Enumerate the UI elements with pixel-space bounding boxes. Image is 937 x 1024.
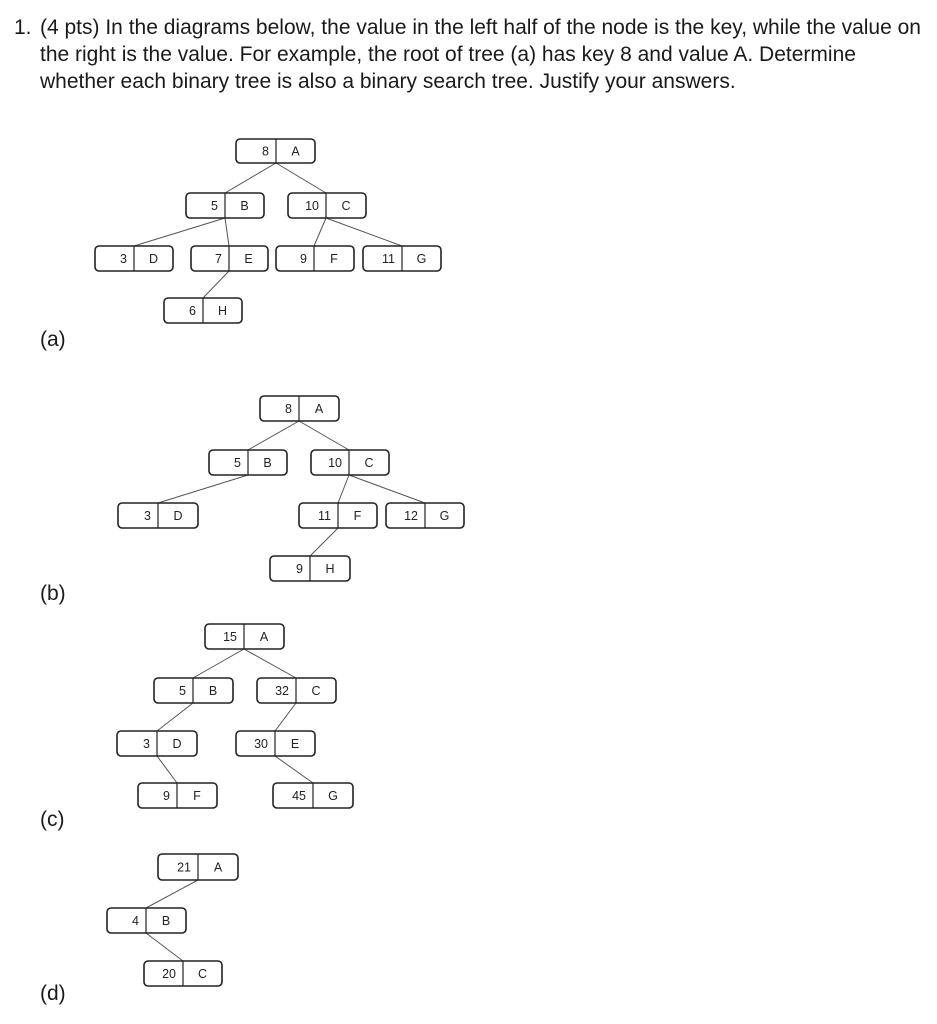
node-key: 10 bbox=[305, 199, 319, 213]
tree-node bbox=[205, 624, 284, 649]
tree-node bbox=[191, 246, 268, 271]
node-key: 5 bbox=[179, 684, 186, 698]
node-value: F bbox=[353, 509, 362, 523]
tree-node bbox=[186, 193, 264, 218]
node-key: 8 bbox=[262, 144, 269, 159]
tree-label-a: (a) bbox=[40, 328, 66, 351]
tree-edge bbox=[276, 163, 326, 193]
node-key: 8 bbox=[285, 402, 292, 416]
question-body: (4 pts) In the diagrams below, the value in the left half of the node is the key, while the value on the right is the value. For example, the root of tree (a) has key 8 and value A. Determine whether each binary tree is also a binary search tree. Justify your answers. bbox=[40, 16, 921, 93]
node-key: 5 bbox=[234, 456, 241, 470]
tree-node bbox=[118, 503, 198, 528]
node-key: 3 bbox=[144, 509, 151, 523]
tree-node bbox=[209, 450, 287, 475]
node-key: 3 bbox=[143, 737, 150, 751]
node-value: C bbox=[311, 684, 321, 698]
node-key: 9 bbox=[300, 252, 307, 266]
node-key: 5 bbox=[211, 199, 218, 213]
node-key: 11 bbox=[318, 509, 331, 523]
tree-edge bbox=[299, 421, 349, 450]
node-value: B bbox=[161, 914, 171, 928]
node-value: A bbox=[213, 860, 223, 875]
tree-edge bbox=[134, 218, 225, 246]
node-value: B bbox=[208, 684, 218, 698]
node-key: 4 bbox=[132, 914, 139, 928]
tree-node bbox=[158, 854, 238, 880]
tree-edge bbox=[146, 933, 183, 961]
node-key: 30 bbox=[254, 737, 268, 751]
node-value: C bbox=[341, 199, 351, 213]
node-value: H bbox=[325, 562, 335, 576]
node-key: 9 bbox=[163, 789, 170, 803]
node-box bbox=[311, 450, 389, 475]
node-key: 7 bbox=[215, 252, 222, 266]
node-value: C bbox=[364, 456, 374, 470]
tree-label-d: (d) bbox=[40, 982, 66, 1005]
tree-edge bbox=[275, 756, 313, 783]
question-number: 1. bbox=[14, 16, 32, 39]
tree-edge bbox=[248, 421, 299, 450]
tree-node bbox=[363, 246, 441, 271]
node-value: D bbox=[148, 252, 159, 266]
node-key: 12 bbox=[404, 509, 418, 523]
tree-node bbox=[95, 246, 173, 271]
tree-node bbox=[260, 396, 339, 421]
node-key: 21 bbox=[177, 860, 191, 875]
tree-node bbox=[138, 783, 217, 808]
tree-edge bbox=[310, 528, 338, 556]
tree-label-b: (b) bbox=[40, 582, 66, 605]
tree-node bbox=[257, 678, 336, 703]
node-value: A bbox=[259, 630, 269, 644]
tree-edge bbox=[203, 271, 229, 298]
node-value: A bbox=[314, 402, 324, 416]
tree-edge bbox=[314, 218, 326, 246]
tree-node bbox=[154, 678, 233, 703]
tree-edge bbox=[225, 163, 276, 193]
tree-edge bbox=[158, 475, 248, 503]
node-key: 6 bbox=[189, 304, 196, 318]
tree-edge bbox=[146, 880, 198, 908]
tree-node bbox=[270, 556, 350, 581]
tree-c bbox=[117, 624, 353, 808]
tree-node bbox=[386, 503, 464, 528]
tree-edge bbox=[244, 649, 296, 678]
tree-edge bbox=[157, 756, 177, 783]
node-value: G bbox=[328, 789, 338, 803]
node-value: E bbox=[244, 252, 253, 266]
node-value: G bbox=[439, 509, 450, 523]
node-key: 45 bbox=[292, 789, 306, 803]
node-key: 20 bbox=[162, 967, 176, 981]
tree-label-c: (c) bbox=[40, 808, 65, 831]
tree-node bbox=[236, 731, 315, 756]
tree-node bbox=[117, 731, 197, 756]
tree-node bbox=[288, 193, 366, 218]
node-value: H bbox=[217, 304, 228, 318]
tree-node bbox=[236, 139, 315, 163]
tree-d bbox=[107, 854, 238, 986]
node-key: 10 bbox=[328, 456, 342, 470]
node-box bbox=[288, 193, 366, 218]
tree-edge bbox=[225, 218, 229, 246]
tree-edge bbox=[275, 703, 296, 731]
node-key: 11 bbox=[382, 252, 395, 266]
tree-node bbox=[144, 961, 222, 986]
node-key: 15 bbox=[223, 630, 237, 644]
node-value: F bbox=[330, 252, 338, 266]
tree-node bbox=[107, 908, 186, 933]
tree-b bbox=[118, 396, 464, 581]
node-box bbox=[276, 246, 354, 271]
tree-node bbox=[273, 783, 353, 808]
tree-edge bbox=[326, 218, 402, 246]
node-value: F bbox=[193, 789, 201, 803]
node-value: D bbox=[172, 737, 182, 751]
node-value: B bbox=[240, 199, 249, 213]
node-key: 3 bbox=[120, 252, 127, 266]
tree-a bbox=[95, 139, 441, 323]
tree-edge bbox=[349, 475, 425, 503]
node-value: C bbox=[197, 967, 208, 981]
tree-edge bbox=[193, 649, 244, 678]
node-key: 9 bbox=[296, 562, 303, 576]
node-value: G bbox=[416, 252, 427, 266]
node-value: A bbox=[291, 144, 300, 159]
tree-node bbox=[311, 450, 389, 475]
tree-node bbox=[164, 298, 242, 323]
tree-edge bbox=[338, 475, 349, 503]
node-key: 32 bbox=[275, 684, 289, 698]
tree-node bbox=[276, 246, 354, 271]
tree-edge bbox=[157, 703, 193, 731]
tree-node bbox=[299, 503, 377, 528]
node-value: D bbox=[173, 509, 183, 523]
node-value: B bbox=[263, 456, 272, 470]
node-value: E bbox=[290, 737, 300, 751]
